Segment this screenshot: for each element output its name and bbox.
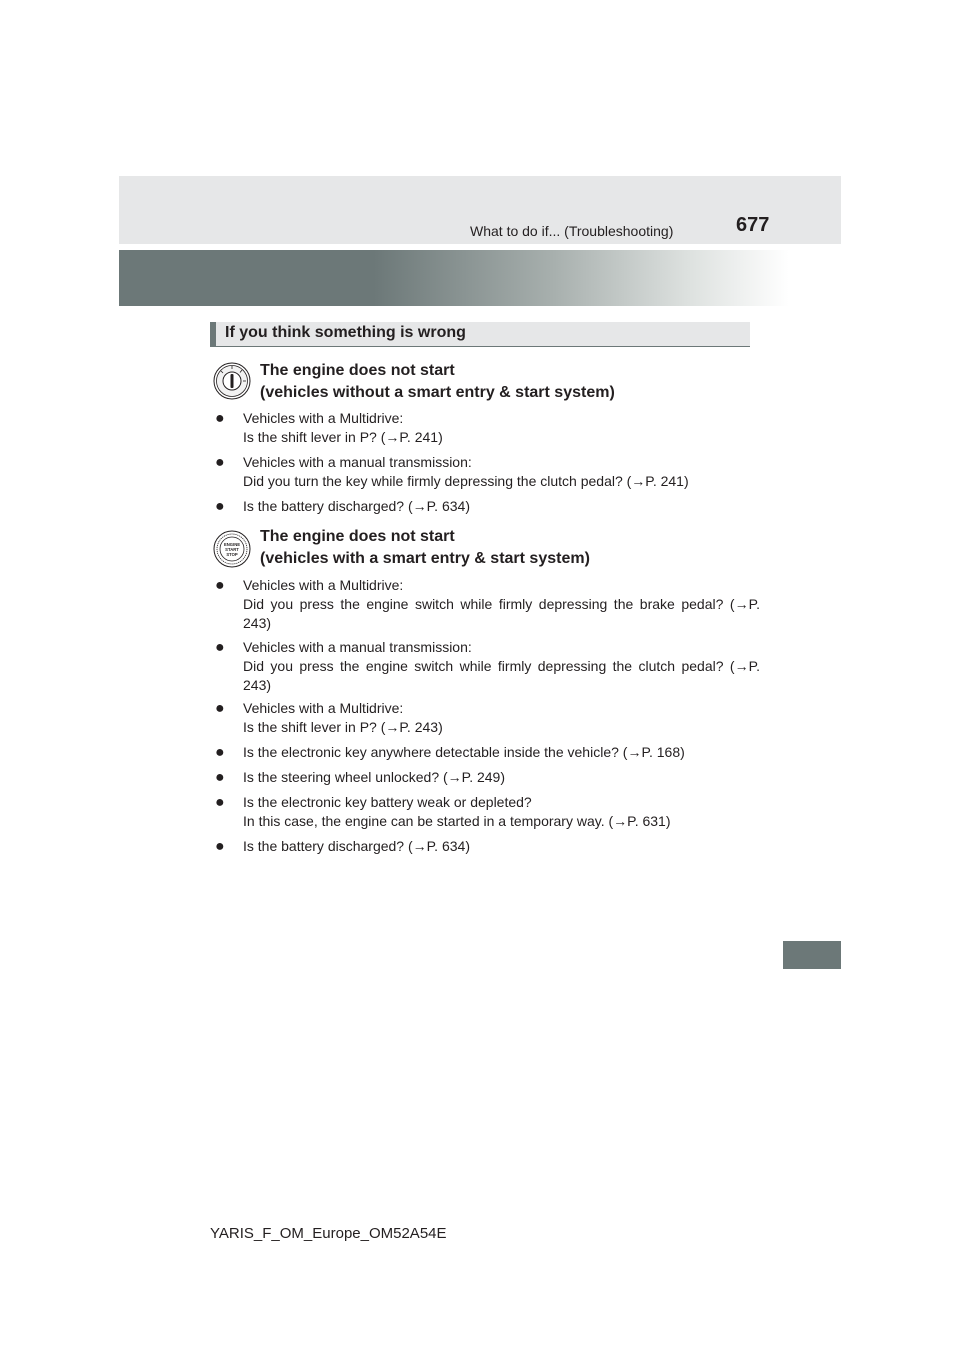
section-title: If you think something is wrong <box>225 324 466 341</box>
bullet-icon: ● <box>215 700 225 717</box>
ignition-key-switch-icon <box>213 362 251 400</box>
item-text-line2: Did you turn the key while firmly depressing the clutch pedal? (→P. 241) <box>243 473 689 489</box>
chapter-side-tab <box>783 941 841 969</box>
list-item <box>215 453 760 491</box>
item-text-line1: Vehicles with a Multidrive: <box>243 700 404 716</box>
item-text-line1: Vehicles with a Multidrive: <box>243 577 404 593</box>
bullet-icon: ● <box>215 639 225 656</box>
item-text-line2: Is the shift lever in P? (→P. 241) <box>243 429 443 445</box>
item-text-line2: Is the shift lever in P? (→P. 243) <box>243 719 443 735</box>
item-text-line1: Is the battery discharged? (→P. 634) <box>243 498 470 514</box>
bullet-icon: ● <box>215 794 225 811</box>
item-text-line1: Is the electronic key battery weak or depleted? <box>243 794 532 810</box>
group-1-title <box>260 360 615 404</box>
list-item <box>215 576 760 633</box>
chapter-title: What to do if... (Troubleshooting) <box>470 223 674 239</box>
group-2-title-line2: (vehicles with a smart entry & start system) <box>260 550 590 567</box>
group-1-title-line2: (vehicles without a smart entry & start system) <box>260 384 615 401</box>
bullet-icon: ● <box>215 577 225 594</box>
bullet-icon: ● <box>215 498 225 515</box>
icon-label-engine: ENGINE <box>223 542 241 547</box>
list-item <box>215 743 760 762</box>
icon-label-stop: STOP <box>226 552 238 557</box>
item-text-line2: Did you press the engine switch while firmly depressing the brake pedal? (→P. 243) <box>243 596 760 631</box>
group-2-title-line1: The engine does not start <box>260 528 455 545</box>
item-text-line1: Vehicles with a Multidrive: <box>243 410 404 426</box>
item-text-line2: Did you press the engine switch while firmly depressing the clutch pedal? (→P. 243) <box>243 658 760 693</box>
group-2-title <box>260 526 590 570</box>
list-item <box>215 638 760 695</box>
list-item <box>215 497 760 516</box>
chapter-banner <box>119 250 789 306</box>
group-1-title-line1: The engine does not start <box>260 362 455 379</box>
icon-label-start: START <box>225 547 239 552</box>
item-text-line1: Vehicles with a manual transmission: <box>243 639 472 655</box>
section-accent-bar <box>210 322 216 346</box>
document-code: YARIS_F_OM_Europe_OM52A54E <box>210 1225 447 1242</box>
bullet-icon: ● <box>215 769 225 786</box>
item-text-line1: Is the electronic key anywhere detectable inside the vehicle? (→P. 168) <box>243 744 685 760</box>
bullet-icon: ● <box>215 838 225 855</box>
page-number: 677 <box>736 214 770 236</box>
bullet-icon: ● <box>215 454 225 471</box>
item-text-line1: Is the battery discharged? (→P. 634) <box>243 838 470 854</box>
list-item <box>215 837 760 856</box>
bullet-icon: ● <box>215 744 225 761</box>
engine-start-stop-button-icon <box>213 530 251 568</box>
item-text-line1: Is the steering wheel unlocked? (→P. 249) <box>243 769 506 785</box>
section-header <box>210 322 750 347</box>
list-item <box>215 409 760 447</box>
list-item <box>215 793 760 831</box>
list-item <box>215 768 760 787</box>
bullet-icon: ● <box>215 410 225 427</box>
list-item <box>215 699 760 737</box>
item-text-line1: Vehicles with a manual transmission: <box>243 454 472 470</box>
item-text-line2: In this case, the engine can be started in a temporary way. (→P. 631) <box>243 813 671 829</box>
